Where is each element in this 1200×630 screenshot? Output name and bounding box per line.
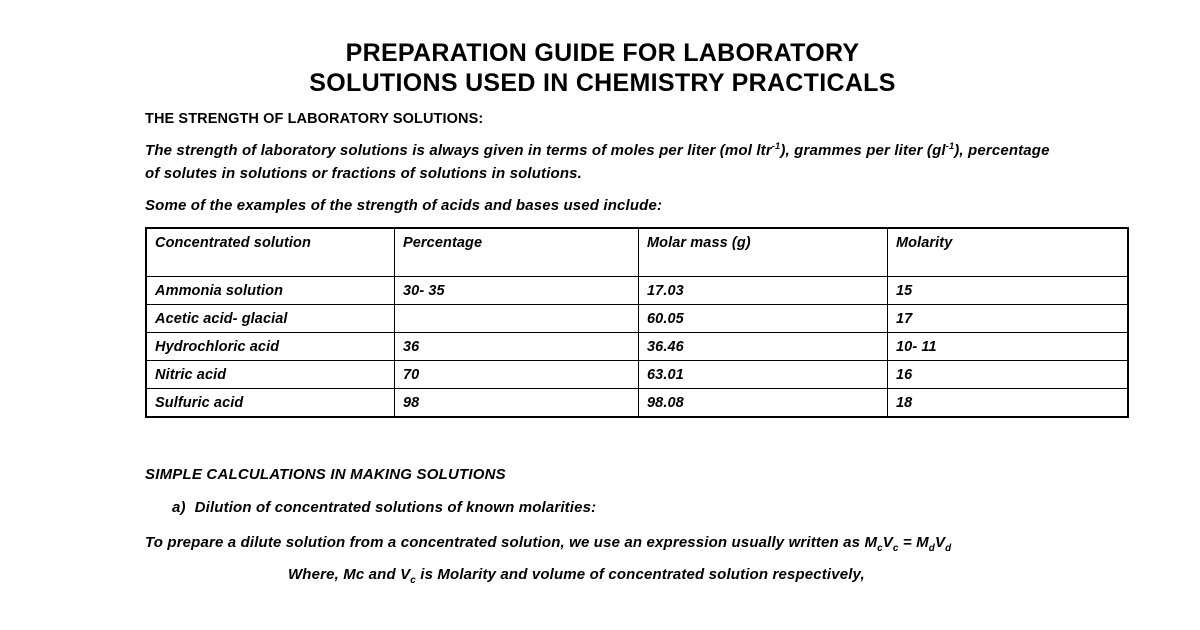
solutions-table-container xyxy=(145,227,1060,418)
cell-solution: Hydrochloric acid xyxy=(146,332,395,360)
intro-superscript-2: -1 xyxy=(945,141,955,151)
table-row xyxy=(146,276,1128,304)
cell-percentage xyxy=(395,304,639,332)
column-header-percentage: Percentage xyxy=(395,228,639,277)
intro-superscript-1: -1 xyxy=(771,141,781,151)
list-item-marker: a) xyxy=(172,498,186,516)
column-header-concentrated-solution: Concentrated solution xyxy=(146,228,395,277)
dilution-subscript-d2: d xyxy=(945,542,952,554)
section-spacer xyxy=(145,418,1060,465)
cell-percentage: 70 xyxy=(395,360,639,388)
cell-molar-mass: 98.08 xyxy=(639,388,888,417)
where-subscript-c: c xyxy=(410,575,416,586)
cell-molarity: 15 xyxy=(888,276,1129,304)
intro-text-part-1: The strength of laboratory solutions is always given in terms of moles per liter (mol ltr xyxy=(145,142,772,159)
column-header-molar-mass: Molar mass (g) xyxy=(639,228,888,277)
cell-percentage: 98 xyxy=(395,388,639,417)
cell-molar-mass: 60.05 xyxy=(639,304,888,332)
solutions-table xyxy=(145,227,1129,418)
cell-solution: Sulfuric acid xyxy=(146,388,395,417)
intro-paragraph xyxy=(145,140,1060,185)
dilution-subscript-c1: c xyxy=(877,542,883,554)
cell-molarity: 10- 11 xyxy=(888,332,1129,360)
table-header-row xyxy=(146,228,1128,277)
page-title xyxy=(145,38,1060,98)
section-heading-calculations: SIMPLE CALCULATIONS IN MAKING SOLUTIONS xyxy=(145,465,506,483)
dilution-subscript-d1: d xyxy=(928,542,935,554)
cell-molarity: 17 xyxy=(888,304,1129,332)
cell-molarity: 18 xyxy=(888,388,1129,417)
table-row xyxy=(146,332,1128,360)
table-head xyxy=(146,228,1128,277)
page-title-line-2: SOLUTIONS USED IN CHEMISTRY PRACTICALS xyxy=(309,69,896,97)
list-item-label: Dilution of concentrated solutions of known molarities: xyxy=(194,498,597,516)
section-heading-strength: THE STRENGTH OF LABORATORY SOLUTIONS: xyxy=(145,111,484,127)
page-title-line-1: PREPARATION GUIDE FOR LABORATORY xyxy=(345,39,860,67)
dilution-subscript-c2: c xyxy=(892,542,899,554)
table-row xyxy=(146,388,1128,417)
where-text-part-1: Where, Mc and V xyxy=(288,566,411,583)
examples-lead-paragraph: Some of the examples of the strength of acids and bases used include: xyxy=(145,197,663,214)
dilution-text-part-1: To prepare a dilute solution from a concentrated solution, we use an expression usually written as M xyxy=(145,533,878,551)
cell-molarity: 16 xyxy=(888,360,1129,388)
dilution-paragraph xyxy=(145,532,1060,555)
cell-percentage: 30- 35 xyxy=(395,276,639,304)
intro-text-part-2: ), grammes per liter (gl xyxy=(780,142,946,159)
cell-molar-mass: 63.01 xyxy=(639,360,888,388)
cell-molar-mass: 17.03 xyxy=(639,276,888,304)
table-row xyxy=(146,304,1128,332)
cell-solution: Ammonia solution xyxy=(146,276,395,304)
document-body xyxy=(145,38,1060,597)
cell-molar-mass: 36.46 xyxy=(639,332,888,360)
cell-solution: Nitric acid xyxy=(146,360,395,388)
dilution-text-part-3: = M xyxy=(898,533,929,551)
intro-text-part-3: ), percentage of solutes in solutions or fractions of solutions in solutions. xyxy=(145,142,1050,182)
where-paragraph xyxy=(145,564,1060,587)
table-row xyxy=(146,360,1128,388)
dilution-text-part-4: V xyxy=(934,533,946,551)
column-header-molarity: Molarity xyxy=(888,228,1129,277)
cell-solution: Acetic acid- glacial xyxy=(146,304,395,332)
cell-percentage: 36 xyxy=(395,332,639,360)
dilution-text-part-2: V xyxy=(882,533,893,551)
where-text-part-2: is Molarity and volume of concentrated solution respectively, xyxy=(415,566,865,583)
table-body xyxy=(146,276,1128,417)
list-item xyxy=(172,498,1060,518)
